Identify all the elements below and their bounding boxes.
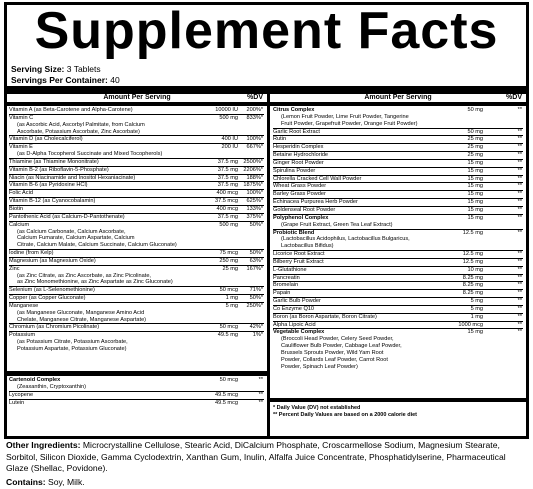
nutrient-amount: 200 IU [221, 144, 238, 151]
serving-size [11, 64, 120, 75]
nutrient-name: Lutein [9, 399, 25, 406]
panel-title: Supplement Facts [34, 2, 499, 60]
nutrient-dv: 1875%* [243, 182, 263, 189]
right-header-rule [270, 102, 526, 106]
nutrient-source: Calcium Fumarate, Calcium Aspartate, Calcium [17, 235, 135, 242]
nutrient-source: Lactobacillus Bifidus) [281, 243, 334, 250]
nutrient-row [9, 265, 264, 287]
nutrient-row [273, 107, 523, 128]
nutrient-dv: ** [517, 199, 522, 206]
nutrient-row [273, 182, 523, 190]
nutrient-dv: 625%* [246, 198, 263, 205]
nutrient-source: as Zinc Monomethionine, as Zinc Aspartate as Zinc Gluconate) [17, 279, 173, 286]
nutrient-name: Zinc [9, 265, 20, 272]
nutrient-source: (Broccoli Head Powder, Celery Seed Powder, [281, 336, 394, 343]
nutrient-row [273, 159, 523, 167]
nutrient-row [9, 166, 264, 174]
nutrient-amount: 12.5 mg [462, 251, 483, 258]
nutrient-name: Lycopene [9, 391, 34, 398]
nutrient-name: Hesperidin Complex [273, 144, 324, 151]
nutrient-name: Folic Acid [9, 190, 33, 197]
nutrient-row [9, 286, 264, 294]
nutrient-row [273, 289, 523, 297]
nutrient-amount: 37.5 mg [217, 166, 238, 173]
nutrient-amount: 37.5 mg [217, 158, 238, 165]
nutrient-row [9, 249, 264, 257]
serving-size-label: Serving Size: [11, 64, 65, 74]
nutrient-name: Goldenseal Root Powder [273, 206, 336, 213]
nutrient-row [273, 135, 523, 143]
nutrient-name: Licorice Root Extract [273, 251, 325, 258]
contains [6, 477, 529, 489]
nutrient-dv: ** [517, 290, 522, 297]
nutrient-name: Magnesium (as Magnesium Oxide) [9, 257, 96, 264]
footnotes [273, 405, 523, 419]
nutrient-amount: 49.5 mcg [214, 399, 238, 406]
nutrient-amount: 37.5 mg [217, 213, 238, 220]
nutrient-source: (as Zinc Citrate, as Zinc Ascorbate, as Zinc Picolinate, [17, 272, 151, 279]
nutrient-name: Vegetable Complex [273, 329, 325, 336]
nutrient-amount: 250 mg [219, 257, 238, 264]
nutrient-dv: ** [258, 391, 263, 398]
nutrient-dv: 833%* [246, 114, 263, 121]
left-dv-header: %DV [247, 94, 263, 101]
nutrient-dv: 167%* [246, 265, 263, 272]
servings-per-container-label: Servings Per Container: [11, 75, 108, 85]
nutrient-source: (Lemon Fruit Powder, Lime Fruit Powder, Tangerine [281, 113, 409, 120]
left-nutrient-list [9, 107, 264, 353]
nutrient-source: (as Ascorbic Acid, Ascorbyl Palmitate, from Calcium [17, 121, 145, 128]
nutrient-name: Spirulina Powder [273, 167, 316, 174]
nutrient-amount: 50 mcg [219, 377, 238, 383]
nutrient-dv: 667%* [246, 144, 263, 151]
nutrient-row [273, 190, 523, 198]
nutrient-dv: 63%* [249, 257, 263, 264]
nutrient-row [273, 281, 523, 289]
nutrient-amount: 8.25 mg [462, 290, 483, 297]
nutrient-dv: 50%* [249, 295, 263, 302]
nutrient-name: Vitamin E [9, 144, 33, 151]
nutrient-amount: 10 mg [467, 266, 483, 273]
nutrient-amount: 15 mg [467, 329, 483, 336]
nutrient-dv: 2500%* [243, 158, 263, 165]
nutrient-row [9, 399, 264, 407]
nutrient-name: Bilberry Fruit Extract [273, 258, 324, 265]
nutrient-name: Thiamine (as Thiamine Mononitrate) [9, 158, 99, 165]
nutrient-source: (Zeaxanthin, Cryptoxanthin) [17, 383, 87, 390]
nutrient-dv: ** [517, 159, 522, 166]
nutrient-source: Powder, Spinach Leaf Powder) [281, 363, 358, 370]
nutrient-amount: 15 mg [467, 167, 483, 174]
nutrient-source: Citrate, Calcium Malate, Calcium Succinate, Calcium Gluconate) [17, 242, 177, 249]
nutrient-row [273, 175, 523, 183]
nutrient-name: Boron (as Boron Aspartate, Boron Citrate) [273, 313, 377, 320]
nutrient-name: Polyphenol Complex [273, 214, 329, 221]
nutrient-dv: ** [517, 191, 522, 198]
nutrient-source: Chelate, Manganese Citrate, Manganese Aspartate) [17, 316, 147, 323]
nutrient-dv: 50%* [249, 221, 263, 228]
nutrient-amount: 8.25 mg [462, 282, 483, 289]
nutrient-amount: 15 mg [467, 214, 483, 221]
nutrient-name: Citrus Complex [273, 107, 315, 113]
nutrient-row [273, 198, 523, 206]
nutrient-name: Niacin (as Niacinamide and Inositol Hexaniacinate) [9, 174, 136, 181]
nutrient-row [273, 128, 523, 136]
nutrient-row [273, 258, 523, 266]
nutrient-name: Garlic Bulb Powder [273, 298, 321, 305]
nutrient-name: Rutin [273, 136, 287, 143]
nutrient-name: Potassium [9, 332, 36, 339]
nutrient-dv: ** [517, 128, 522, 135]
nutrient-dv: 133%* [246, 205, 263, 212]
nutrient-amount: 49.5 mg [217, 332, 238, 339]
nutrient-row [9, 377, 264, 391]
nutrient-name: Pancreatin [273, 274, 300, 281]
nutrient-amount: 12.5 mg [462, 229, 483, 236]
nutrient-dv: 50%* [249, 250, 263, 257]
nutrient-name: Iodine (from Kelp) [9, 250, 54, 257]
nutrient-dv: ** [517, 298, 522, 305]
nutrient-dv: ** [517, 258, 522, 265]
column-divider [267, 86, 270, 439]
nutrient-dv: ** [517, 251, 522, 258]
nutrient-dv: ** [517, 167, 522, 174]
nutrient-dv: ** [258, 399, 263, 406]
nutrient-row [273, 167, 523, 175]
nutrient-amount: 5 mg [470, 305, 483, 312]
ingredients-footer [6, 440, 529, 488]
nutrient-dv: ** [517, 136, 522, 143]
supplement-facts-panel [4, 2, 529, 439]
right-dv-header: %DV [506, 94, 522, 101]
nutrient-dv: ** [517, 305, 522, 312]
nutrient-name: Selenium (as L-Selenomethionine) [9, 287, 95, 294]
nutrient-row [273, 214, 523, 229]
nutrient-name: Alpha Lipoic Acid [273, 321, 316, 328]
nutrient-name: Biotin [9, 205, 23, 212]
nutrient-amount: 15 mg [467, 191, 483, 198]
nutrient-row [273, 206, 523, 214]
nutrient-amount: 50 mg [467, 107, 483, 113]
nutrient-amount: 25 mg [222, 265, 238, 272]
nutrient-row [9, 174, 264, 182]
nutrient-dv: 2206%* [243, 166, 263, 173]
nutrient-amount: 1 mg [470, 313, 483, 320]
nutrient-dv: ** [517, 274, 522, 281]
nutrient-name: Ginger Root Powder [273, 159, 324, 166]
nutrient-row [9, 143, 264, 158]
nutrient-dv: ** [517, 107, 522, 113]
nutrient-row [273, 328, 523, 370]
nutrient-name: L-Glutathione [273, 266, 307, 273]
nutrient-row [9, 189, 264, 197]
nutrient-source: (as D-Alpha Tocopherol Succinate and Mixed Tocopherols) [17, 151, 163, 158]
footnote-calorie: ** Percent Daily Values are based on a 2000 calorie diet [273, 412, 417, 418]
nutrient-row [273, 266, 523, 274]
nutrient-amount: 25 mg [467, 144, 483, 151]
nutrient-amount: 15 mg [467, 159, 483, 166]
nutrient-name: Garlic Root Extract [273, 128, 320, 135]
nutrient-source: (Grape Fruit Extract, Green Tea Leaf Extract) [281, 221, 393, 228]
nutrient-source: Brussels Sprouts Powder, Wild Yam Root [281, 350, 384, 356]
nutrient-name: Chromium (as Chromium Picolinate) [9, 324, 100, 331]
nutrient-dv: 200%* [246, 107, 263, 113]
nutrient-row [9, 302, 264, 324]
servings-per-container [11, 75, 120, 86]
nutrient-name: Copper (as Copper Gluconate) [9, 295, 86, 302]
nutrient-name: Bromelain [273, 282, 299, 289]
nutrient-name: Manganese [9, 302, 39, 309]
nutrient-name: Vitamin C [9, 114, 34, 121]
left-header-rule [7, 102, 268, 106]
nutrient-name: Vitamin B-6 (as Pyridoxine HCl) [9, 182, 88, 189]
nutrient-row [273, 297, 523, 305]
nutrient-row [9, 221, 264, 249]
nutrient-row [9, 257, 264, 265]
nutrient-amount: 75 mcg [219, 250, 238, 257]
nutrient-dv: ** [517, 321, 522, 328]
nutrient-source: Fruit Powder, Grapefruit Powder, Orange Fruit Powder) [281, 120, 418, 127]
other-ingredients [6, 440, 529, 475]
nutrient-amount: 50 mcg [219, 287, 238, 294]
nutrient-source: Ascorbate, Potassium Ascorbate, Zinc Ascorbate) [17, 128, 140, 135]
nutrient-name: Betaine Hydrochloride [273, 152, 329, 159]
right-notes-rule [270, 398, 526, 402]
nutrient-row [9, 331, 264, 353]
nutrient-amount: 12.5 mg [462, 258, 483, 265]
nutrient-row [273, 229, 523, 251]
contains-label: Contains: [6, 476, 46, 487]
nutrient-row [9, 205, 264, 213]
nutrient-name: Papain [273, 290, 291, 297]
nutrient-amount: 1000 mcg [458, 321, 483, 328]
nutrient-amount: 1 mg [225, 295, 238, 302]
nutrient-dv: 42%* [249, 324, 263, 331]
nutrient-row [273, 305, 523, 313]
right-amount-header: Amount Per Serving [364, 94, 432, 101]
nutrient-row [9, 213, 264, 221]
nutrient-dv: 375%* [246, 213, 263, 220]
nutrient-amount: 15 mg [467, 183, 483, 190]
nutrient-amount: 15 mg [467, 199, 483, 206]
nutrient-source: (as Potassium Citrate, Potassium Ascorbate, [17, 339, 128, 346]
nutrient-row [273, 321, 523, 329]
nutrient-source: Potassium Aspartate, Potassium Gluconate) [17, 346, 127, 352]
nutrient-name: Echinacea Purpurea Herb Powder [273, 199, 358, 206]
nutrient-dv: ** [517, 266, 522, 273]
nutrient-row [9, 294, 264, 302]
left-bottom-list [9, 377, 264, 406]
nutrient-row [9, 323, 264, 331]
nutrient-row [9, 391, 264, 399]
footnote-dv: * Daily Value (DV) not established [273, 405, 361, 411]
nutrient-amount: 400 IU [221, 136, 238, 143]
nutrient-dv: ** [517, 183, 522, 190]
nutrient-amount: 500 mg [219, 221, 238, 228]
nutrient-dv: 100%* [246, 136, 263, 143]
nutrient-source: Cauliflower Bulb Powder, Cabbage Leaf Powder, [281, 343, 402, 350]
nutrient-dv: 1%* [252, 332, 263, 339]
nutrient-amount: 37.5 mcg [214, 198, 238, 205]
nutrient-amount: 400 mcg [216, 190, 238, 197]
nutrient-dv: ** [517, 152, 522, 159]
nutrient-name: Probiotic Blend [273, 229, 315, 236]
nutrient-amount: 25 mg [467, 152, 483, 159]
nutrient-amount: 25 mg [467, 136, 483, 143]
nutrient-dv: ** [517, 214, 522, 221]
nutrient-dv: 100%* [246, 190, 263, 197]
nutrient-dv: ** [517, 144, 522, 151]
nutrient-row [273, 143, 523, 151]
nutrient-row [273, 151, 523, 159]
other-ingredients-text: Microcrystalline Cellulose, Stearic Acid, DiCalcium Phosphate, Croscarmellose Sodium, Magnesium Stearate, Sorbitol, Silicon Dioxide, Gamma Cyclodextrin, Xanthan Gum, Inulin, Alfalfa Juice Concentrate, Phosphatidylserine, Pharmaceutical Glaze (Shellac, Povidone). [6, 440, 506, 473]
nutrient-row [9, 107, 264, 114]
contains-text: Soy, Milk. [48, 476, 85, 487]
nutrient-name: Barley Grass Powder [273, 191, 326, 198]
nutrient-amount: 5 mg [470, 298, 483, 305]
nutrient-row [9, 197, 264, 205]
servings-per-container-value: 40 [110, 75, 120, 85]
nutrient-amount: 37.5 mg [217, 174, 238, 181]
nutrient-name: Cartenoid Complex [9, 377, 61, 383]
nutrient-dv: 71%* [249, 287, 263, 294]
nutrient-name: Co Enzyme Q10 [273, 305, 315, 312]
nutrient-name: Vitamin A (as Beta-Carotene and Alpha-Carotene) [9, 107, 133, 113]
nutrient-amount: 50 mg [467, 128, 483, 135]
nutrient-amount: 10000 IU [215, 107, 238, 113]
nutrient-name: Calcium [9, 221, 30, 228]
nutrient-name: Chlorella Cracked Cell Wall Powder [273, 175, 362, 182]
nutrient-source: (Lactobacillus Acidophilus, Lactobacillus Bulgaricus, [281, 236, 410, 243]
nutrient-source: Powder, Collards Leaf Powder, Carrot Root [281, 356, 388, 363]
nutrient-row [9, 181, 264, 189]
nutrient-row [9, 158, 264, 166]
serving-info [11, 64, 120, 86]
nutrient-name: Vitamin D (as Cholecalciferol) [9, 136, 83, 143]
nutrient-name: Wheat Grass Powder [273, 183, 327, 190]
nutrient-dv: ** [258, 377, 263, 383]
nutrient-dv: 250%* [246, 302, 263, 309]
nutrient-dv: ** [517, 313, 522, 320]
nutrient-amount: 37.5 mg [217, 182, 238, 189]
serving-size-value: 3 Tablets [66, 64, 101, 74]
nutrient-dv: ** [517, 206, 522, 213]
nutrient-amount: 400 mcg [216, 205, 238, 212]
nutrient-dv: ** [517, 329, 522, 336]
nutrient-dv: ** [517, 229, 522, 236]
nutrient-row [273, 313, 523, 321]
nutrient-row [273, 274, 523, 282]
nutrient-dv: ** [517, 282, 522, 289]
nutrient-name: Vitamin B-2 (as Riboflavin-5-Phosphate) [9, 166, 109, 173]
nutrient-amount: 15 mg [467, 175, 483, 182]
right-nutrient-list [273, 107, 523, 371]
nutrient-dv: ** [517, 175, 522, 182]
nutrient-amount: 50 mcg [219, 324, 238, 331]
left-mid-rule [7, 371, 268, 376]
nutrient-row [9, 135, 264, 143]
nutrient-name: Pantothenic Acid (as Calcium-D-Pantothenate) [9, 213, 125, 220]
nutrient-amount: 8.25 mg [462, 274, 483, 281]
nutrient-row [273, 250, 523, 258]
nutrient-amount: 15 mg [467, 206, 483, 213]
nutrient-name: Vitamin B-12 (as Cyanocobalamin) [9, 198, 96, 205]
other-ingredients-label: Other Ingredients: [6, 440, 81, 450]
nutrient-amount: 5 mg [225, 302, 238, 309]
nutrient-amount: 500 mg [219, 114, 238, 121]
left-amount-header: Amount Per Serving [103, 94, 171, 101]
nutrient-amount: 49.5 mcg [214, 391, 238, 398]
nutrient-source: (as Calcium Carbonate, Calcium Ascorbate, [17, 228, 126, 235]
nutrient-source: (as Manganese Gluconate, Manganese Amino Acid [17, 309, 145, 316]
nutrient-row [9, 114, 264, 136]
nutrient-dv: 188%* [246, 174, 263, 181]
